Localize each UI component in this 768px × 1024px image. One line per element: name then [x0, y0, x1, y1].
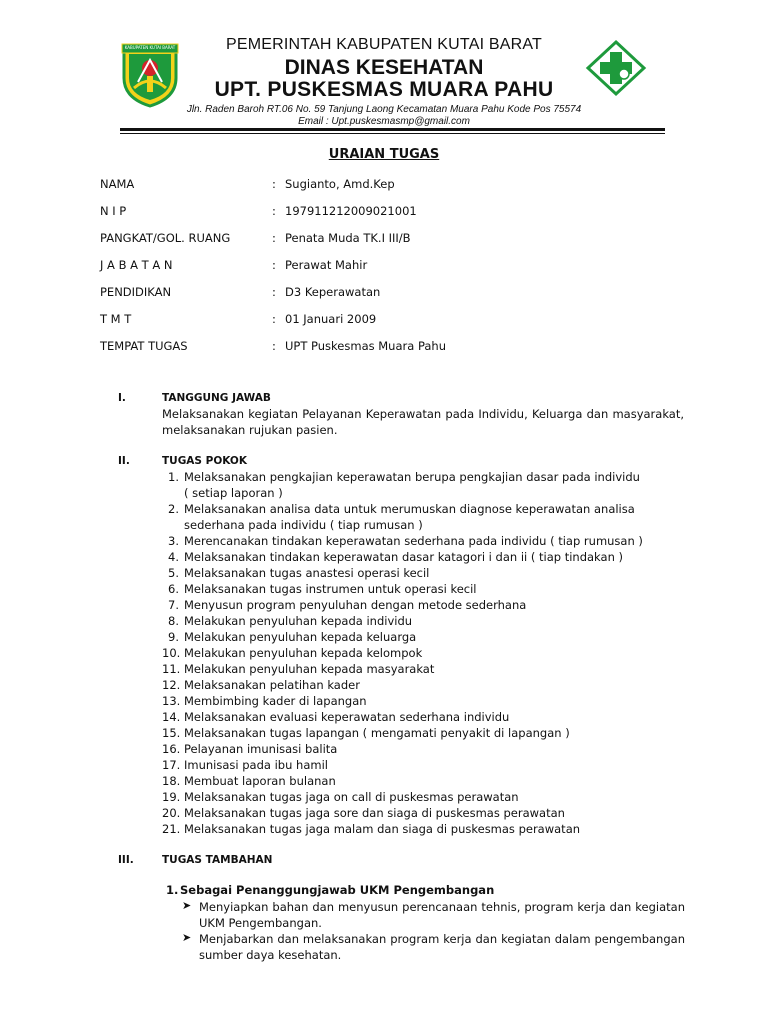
section-number: I. [118, 392, 126, 404]
identity-value: D3 Keperawatan [285, 285, 381, 299]
header-divider-thick [120, 128, 665, 131]
identity-colon: : [272, 204, 276, 218]
identity-value: Sugianto, Amd.Kep [285, 177, 395, 191]
subsection-title: Sebagai Penanggungjawab UKM Pengembangan [180, 883, 495, 897]
arrow-bullet-icon: ➤ [182, 932, 192, 944]
section-paragraph: Melaksanakan kegiatan Pelayanan Keperawatan pada Individu, Keluarga dan masyarakat, melaksanakan rujukan pasien. [162, 407, 684, 437]
task-text: Melakukan penyuluhan kepada kelompok [184, 646, 423, 660]
task-number: 6. [168, 582, 179, 596]
identity-value: 197911212009021001 [285, 204, 417, 218]
task-number: 20. [162, 806, 181, 820]
header-institution: UPT. PUSKESMAS MUARA PAHU [214, 78, 554, 101]
task-number: 8. [168, 614, 179, 628]
task-number: 10. [162, 646, 181, 660]
task-text: Melaksanakan tugas jaga sore dan siaga di puskesmas perawatan [184, 806, 565, 820]
identity-colon: : [272, 285, 276, 299]
section-number: II. [118, 455, 130, 467]
page-title: URAIAN TUGAS [328, 147, 440, 162]
subsection-number: 1. [166, 883, 179, 897]
task-number: 3. [168, 534, 179, 548]
crest-ribbon-text: KABUPATEN KUTAI BARAT [124, 45, 176, 50]
task-number: 17. [162, 758, 181, 772]
task-text: sederhana pada individu ( tiap rumusan ) [184, 518, 423, 532]
identity-label: PENDIDIKAN [100, 285, 172, 299]
task-number: 21. [162, 822, 181, 836]
task-number: 1. [168, 470, 179, 484]
task-text: Melaksanakan tindakan keperawatan dasar katagori i dan ii ( tiap tindakan ) [184, 550, 623, 564]
identity-colon: : [272, 312, 276, 326]
section-title: TUGAS TAMBAHAN [162, 854, 273, 866]
task-number: 11. [162, 662, 181, 676]
task-text: Imunisasi pada ibu hamil [184, 758, 328, 772]
header-email: Email : Upt.puskesmasmp@gmail.com [298, 116, 470, 127]
bullet-paragraph: Menyiapkan bahan dan menyusun perencanaan tehnis, program kerja dan kegiatan UKM Pengembangan. [199, 900, 685, 930]
identity-label: TEMPAT TUGAS [100, 339, 188, 353]
identity-label: J A B A T A N [100, 258, 173, 272]
task-number: 15. [162, 726, 181, 740]
task-text: Melaksanakan tugas jaga on call di puskesmas perawatan [184, 790, 519, 804]
task-number: 13. [162, 694, 181, 708]
identity-colon: : [272, 231, 276, 245]
task-text: Merencanakan tindakan keperawatan sederhana pada individu ( tiap rumusan ) [184, 534, 643, 548]
bullet-paragraph: Menjabarkan dan melaksanakan program kerja dan kegiatan dalam pengembangan sumber daya kesehatan. [199, 932, 685, 962]
identity-value: UPT Puskesmas Muara Pahu [285, 339, 446, 353]
task-number: 18. [162, 774, 181, 788]
section-title: TANGGUNG JAWAB [162, 392, 271, 404]
task-text: Melaksanakan pelatihan kader [184, 678, 360, 692]
task-text: Melaksanakan tugas instrumen untuk operasi kecil [184, 582, 477, 596]
task-number: 19. [162, 790, 181, 804]
identity-value: 01 Januari 2009 [285, 312, 377, 326]
identity-colon: : [272, 339, 276, 353]
task-text: Menyusun program penyuluhan dengan metode sederhana [184, 598, 527, 612]
task-number: 7. [168, 598, 179, 612]
task-text: Melakukan penyuluhan kepada keluarga [184, 630, 417, 644]
task-text: Melaksanakan tugas anastesi operasi kecil [184, 566, 430, 580]
task-text: Melaksanakan analisa data untuk merumuskan diagnose keperawatan analisa [184, 502, 635, 516]
task-text: Melaksanakan pengkajian keperawatan berupa pengkajian dasar pada individu [184, 470, 640, 484]
task-text: Melaksanakan evaluasi keperawatan sederhana individu [184, 710, 510, 724]
identity-colon: : [272, 177, 276, 191]
identity-label: NAMA [100, 177, 135, 191]
task-number: 2. [168, 502, 179, 516]
identity-value: Penata Muda TK.I III/B [285, 231, 411, 245]
task-number: 14. [162, 710, 181, 724]
task-number: 5. [168, 566, 179, 580]
task-number: 9. [168, 630, 179, 644]
task-text: Membimbing kader di lapangan [184, 694, 367, 708]
task-text: Melaksanakan tugas lapangan ( mengamati penyakit di lapangan ) [184, 726, 570, 740]
task-text: Melakukan penyuluhan kepada masyarakat [184, 662, 435, 676]
task-number: 16. [162, 742, 181, 756]
header-address: Jln. Raden Baroh RT.06 No. 59 Tanjung Laong Kecamatan Muara Pahu Kode Pos 75574 [186, 104, 582, 115]
task-text: Melakukan penyuluhan kepada individu [184, 614, 413, 628]
identity-label: T M T [100, 312, 132, 326]
section-title: TUGAS POKOK [162, 455, 247, 467]
identity-colon: : [272, 258, 276, 272]
header-department: DINAS KESEHATAN [284, 56, 484, 79]
identity-label: N I P [100, 204, 127, 218]
header-divider-thin [120, 133, 665, 134]
task-text: Pelayanan imunisasi balita [184, 742, 338, 756]
task-number: 4. [168, 550, 179, 564]
identity-value: Perawat Mahir [285, 258, 368, 272]
header-government: PEMERINTAH KABUPATEN KUTAI BARAT [225, 36, 543, 53]
task-number: 12. [162, 678, 181, 692]
arrow-bullet-icon: ➤ [182, 900, 192, 912]
task-text: Melaksanakan tugas jaga malam dan siaga di puskesmas perawatan [184, 822, 581, 836]
identity-label: PANGKAT/GOL. RUANG [100, 231, 231, 245]
task-text: ( setiap laporan ) [184, 486, 283, 500]
task-text: Membuat laporan bulanan [184, 774, 336, 788]
section-number: III. [118, 854, 134, 866]
